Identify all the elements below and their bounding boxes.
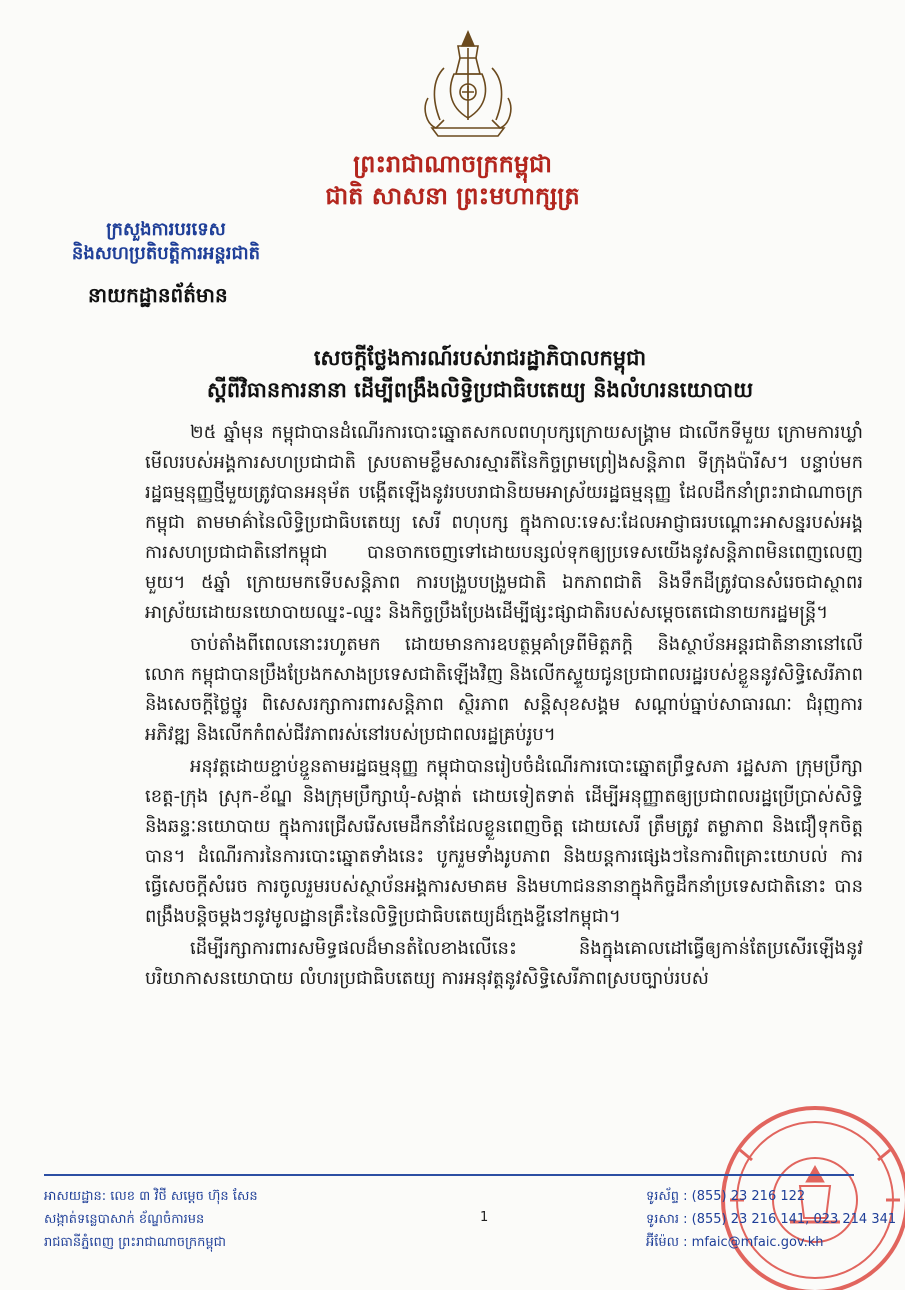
kingdom-heading: [0, 148, 905, 212]
address-line-1: អាសយដ្ឋាន: លេខ ៣ វិថី សម្តេច ហ៊ុន សែន: [44, 1189, 258, 1204]
royal-coat-of-arms-emblem: [418, 28, 518, 140]
email-address: អ៊ីម៉ែល : mfaic@mfaic.gov.kh: [646, 1235, 824, 1250]
paragraph: ដើម្បីរក្សាការពារសមិទ្ធផលដ៏មានតំលៃខាងលើនេះ និងក្នុងគោលដៅធ្វើឲ្យកាន់តែប្រសើរឡើងនូវបរិយាកាសនយោបាយ លំហរប្រជាធិបតេយ្យ ការអនុវត្តនូវសិទ្ធិសេរីភាពស្របច្បាប់របស់: [145, 938, 863, 989]
department-heading: នាយកដ្ឋានព័ត៌មាន: [88, 283, 228, 307]
statement-body: [145, 418, 863, 996]
title-line-1: សេចក្តីថ្លែងការណ៍របស់រាជរដ្ឋាភិបាលកម្ពុជា: [313, 345, 647, 370]
phone-number: ទូរស័ព្ទ : (855) 23 216 122: [646, 1189, 806, 1204]
page-number: 1: [480, 1210, 489, 1225]
statement-title: [120, 342, 840, 406]
kingdom-line-1: ព្រះរាជាណាចក្រកម្ពុជា: [353, 149, 552, 178]
fax-number: ទូរសារ : (855) 23 216 141, 023 214 341: [646, 1212, 897, 1227]
ministry-heading: [36, 218, 296, 266]
paragraph: ២៥ ឆ្នាំមុន កម្ពុជាបានដំណើរការបោះឆ្នោតសកលពហុបក្សក្រោយសង្គ្រាម ជាលើកទីមួយ ក្រោមការឃ្លាំមើលរបស់អង្គការសហប្រជាជាតិ ស្របតាមខ្លឹមសារស្មារតីនៃកិច្ចព្រមព្រៀងសន្តិភាព ទីក្រុងប៉ារីស។ បន្ទាប់មករដ្ឋធម្មនុញ្ញថ្មីមួយត្រូវបានអនុម័ត បង្កើតឡើងនូវរបបរាជានិយមអាស្រ័យរដ្ឋធម្មនុញ្ញ ដែលដឹកនាំព្រះរាជាណាចក្រកម្ពុជា តាមមាគ៌ានៃលិទ្ធិប្រជាធិបតេយ្យ សេរី ពហុបក្ស ក្នុងកាលៈទេសៈដែលអាជ្ញាធរបណ្តោះអាសន្នរបស់អង្គការសហប្រជាជាតិនៅកម្ពុជា បានចាកចេញទៅដោយបន្សល់ទុកឲ្យប្រទេសយើងនូវសន្តិភាពមិនពេញលេញមួយ។ ៥ឆ្នាំ ក្រោយមកទើបសន្តិភាព ការបង្រួបបង្រួមជាតិ ឯកភាពជាតិ និងទឹកដីត្រូវបានសំរេចជាស្ថាពរអាស្រ័យដោយនយោបាយឈ្នះ-ឈ្នះ និងកិច្ចប្រឹងប្រែងដើម្បីផ្សះផ្សាជាតិរបស់សម្តេចតេជោនាយករដ្ឋមន្ត្រី។: [145, 422, 863, 623]
address-line-2: សង្កាត់ទន្លេបាសាក់ ខ័ណ្ឌចំការមន: [44, 1212, 205, 1227]
footer-divider: [44, 1174, 854, 1176]
kingdom-line-2: ជាតិ សាសនា ព្រះមហាក្សត្រ: [325, 181, 580, 210]
paragraph: អនុវត្តដោយខ្ជាប់ខ្ជួនតាមរដ្ឋធម្មនុញ្ញ កម្ពុជាបានរៀបចំដំណើរការបោះឆ្នោតព្រឹទ្ធសភា រដ្ឋសភា ក្រុមប្រឹក្សាខេត្ត-ក្រុង ស្រុក-ខ័ណ្ឌ និងក្រុមប្រឹក្សាឃុំ-សង្កាត់ ដោយទៀតទាត់ ដើម្បីអនុញ្ញាតឲ្យប្រជាពលរដ្ឋប្រើប្រាស់សិទ្ធិ និងឆន្ទៈនយោបាយ ក្នុងការជ្រើសរើសមេដឹកនាំដែលខ្លួនពេញចិត្ត ដោយសេរី ត្រឹមត្រូវ តម្លាភាព និងជឿទុកចិត្តបាន។ ដំណើរការនៃការបោះឆ្នោតទាំងនេះ បូករួមទាំងរូបភាព និងយន្តការផ្សេងៗនៃការពិគ្រោះយោបល់ ការធ្វើសេចក្តីសំរេច ការចូលរួមរបស់ស្ថាប័នអង្គការសមាគម និងមហាជននានាក្នុងកិច្ចដឹកនាំប្រទេសជាតិនោះ បានពង្រឹងបន្តិចម្តងៗនូវមូលដ្ឋានគ្រឹះនៃលិទ្ធិប្រជាធិបតេយ្យដ៏ក្មេងខ្ចីនៅកម្ពុជា។: [145, 756, 863, 927]
footer-contact: [646, 1185, 896, 1254]
ministry-line-2: និងសហប្រតិបត្តិការអន្តរជាតិ: [71, 243, 261, 264]
paragraph: ចាប់តាំងពីពេលនោះរហូតមក ដោយមានការឧបត្ថម្ភគាំទ្រពីមិត្តភក្តិ និងស្ថាប័នអន្តរជាតិនានានៅលើលោក កម្ពុជាបានប្រឹងប្រែងកសាងប្រទេសជាតិឡើងវិញ និងលើកស្ទួយជូនប្រជាពលរដ្ឋរបស់ខ្លួននូវសិទ្ធិសេរីភាព និងសេចក្តីថ្លៃថ្នូរ ពិសេសរក្សាការពារសន្តិភាព ស្ថិរភាព សន្តិសុខសង្គម សណ្តាប់ធ្នាប់សាធារណៈ ជំរុញការអភិវឌ្ឍ និងលើកកំពស់ជីវភាពរស់នៅរបស់ប្រជាពលរដ្ឋគ្រប់រូប។: [145, 634, 863, 745]
footer-address: [44, 1185, 258, 1254]
ministry-line-1: ក្រសួងការបរទេស: [106, 219, 226, 240]
title-line-2: ស្តីពីវិធានការនានា ដើម្បីពង្រឹងលិទ្ធិប្រជាធិបតេយ្យ និងលំហរនយោបាយ: [206, 377, 754, 402]
address-line-3: រាជធានីភ្នំពេញ ព្រះរាជាណាចក្រកម្ពុជា: [44, 1235, 226, 1250]
